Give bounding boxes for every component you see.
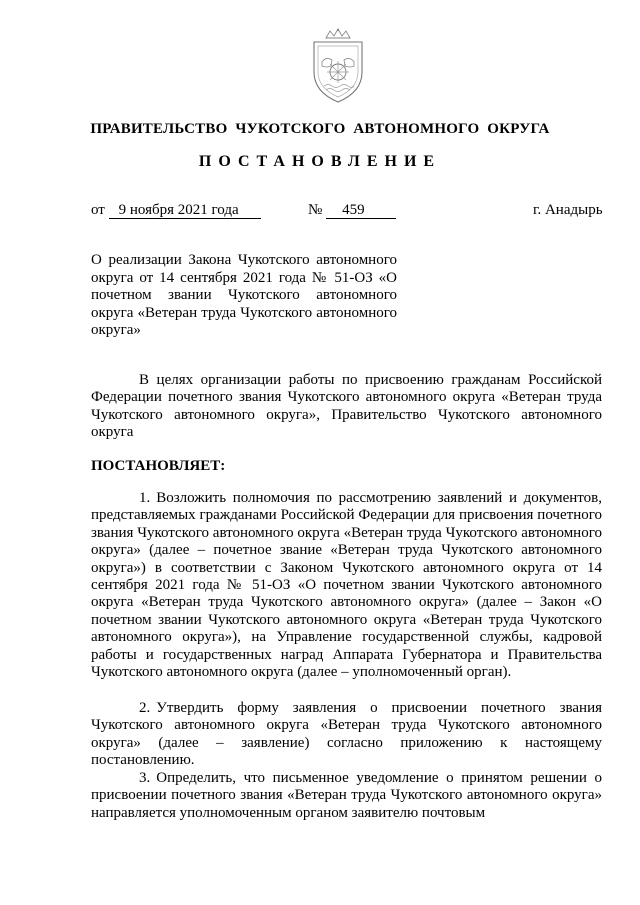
- document-subject: О реализации Закона Чукотского автономного округа от 14 сентября 2021 года № 51-ОЗ «О почетном звании Чукотского автономного округа «Ветеран труда Чукотского автономного округа»: [91, 252, 397, 339]
- date-value: 9 ноября 2021 года: [109, 202, 261, 219]
- list-item: [91, 770, 602, 822]
- item-text: Утвердить форму заявления о присвоении почетного звания Чукотского автономного округа «Ветеран труда Чукотского автономного округа» (далее – заявление) согласно приложению к настоящему постановлению.: [91, 700, 602, 769]
- number-field: [308, 201, 396, 219]
- item-number: 2.: [139, 700, 151, 716]
- date-prefix: от: [91, 202, 105, 218]
- preamble: В целях организации работы по присвоению гражданам Российской Федерации почетного звания Чукотского автономного округа «Ветеран труда Чукотского автономного округа», Правительство Чукотского автономного округа: [91, 372, 602, 441]
- number-value: 459: [326, 202, 396, 219]
- list-item: [91, 700, 602, 770]
- list-item: [91, 490, 602, 681]
- government-title: ПРАВИТЕЛЬСТВО ЧУКОТСКОГО АВТОНОМНОГО ОКРУГА: [90, 121, 550, 137]
- item-text: Возложить полномочия по рассмотрению заявлений и документов, представляемых гражданами Российской Федерации для присвоения почетного звания Чукотского автономного округа «Ветеран труда Чукотского автономного округа» (далее – почетное звание «Ветеран труда Чукотского автономного округа») в соответствии с Законом Чукотского автономного округа от 14 сентября 2021 года № 51-ОЗ «О почетном звании Чукотского автономного округа «Ветеран труда Чукотского автономного округа» (далее – Закон «О почетном звании Чукотского автономного округа «Ветеран труда Чукотского автономного округа»), на Управление государственной службы, кадровой работы и государственных наград Аппарата Губернатора и Правительства Чукотского автономного округа (далее – уполномоченный орган).: [91, 490, 602, 681]
- number-prefix: №: [308, 202, 323, 218]
- item-number: 3.: [139, 770, 151, 786]
- item-text: Определить, что письменное уведомление о принятом решении о присвоении почетного звания «Ветеран труда Чукотского автономного округа» направляется уполномоченным органом заявителю почтовым: [91, 770, 602, 821]
- date-field: [91, 201, 261, 219]
- document-type: ПОСТАНОВЛЕНИЕ: [198, 153, 442, 170]
- resolve-heading: ПОСТАНОВЛЯЕТ:: [91, 458, 226, 474]
- coat-of-arms-icon: [304, 28, 372, 106]
- item-number: 1.: [139, 490, 151, 506]
- city: г. Анадырь: [533, 202, 603, 218]
